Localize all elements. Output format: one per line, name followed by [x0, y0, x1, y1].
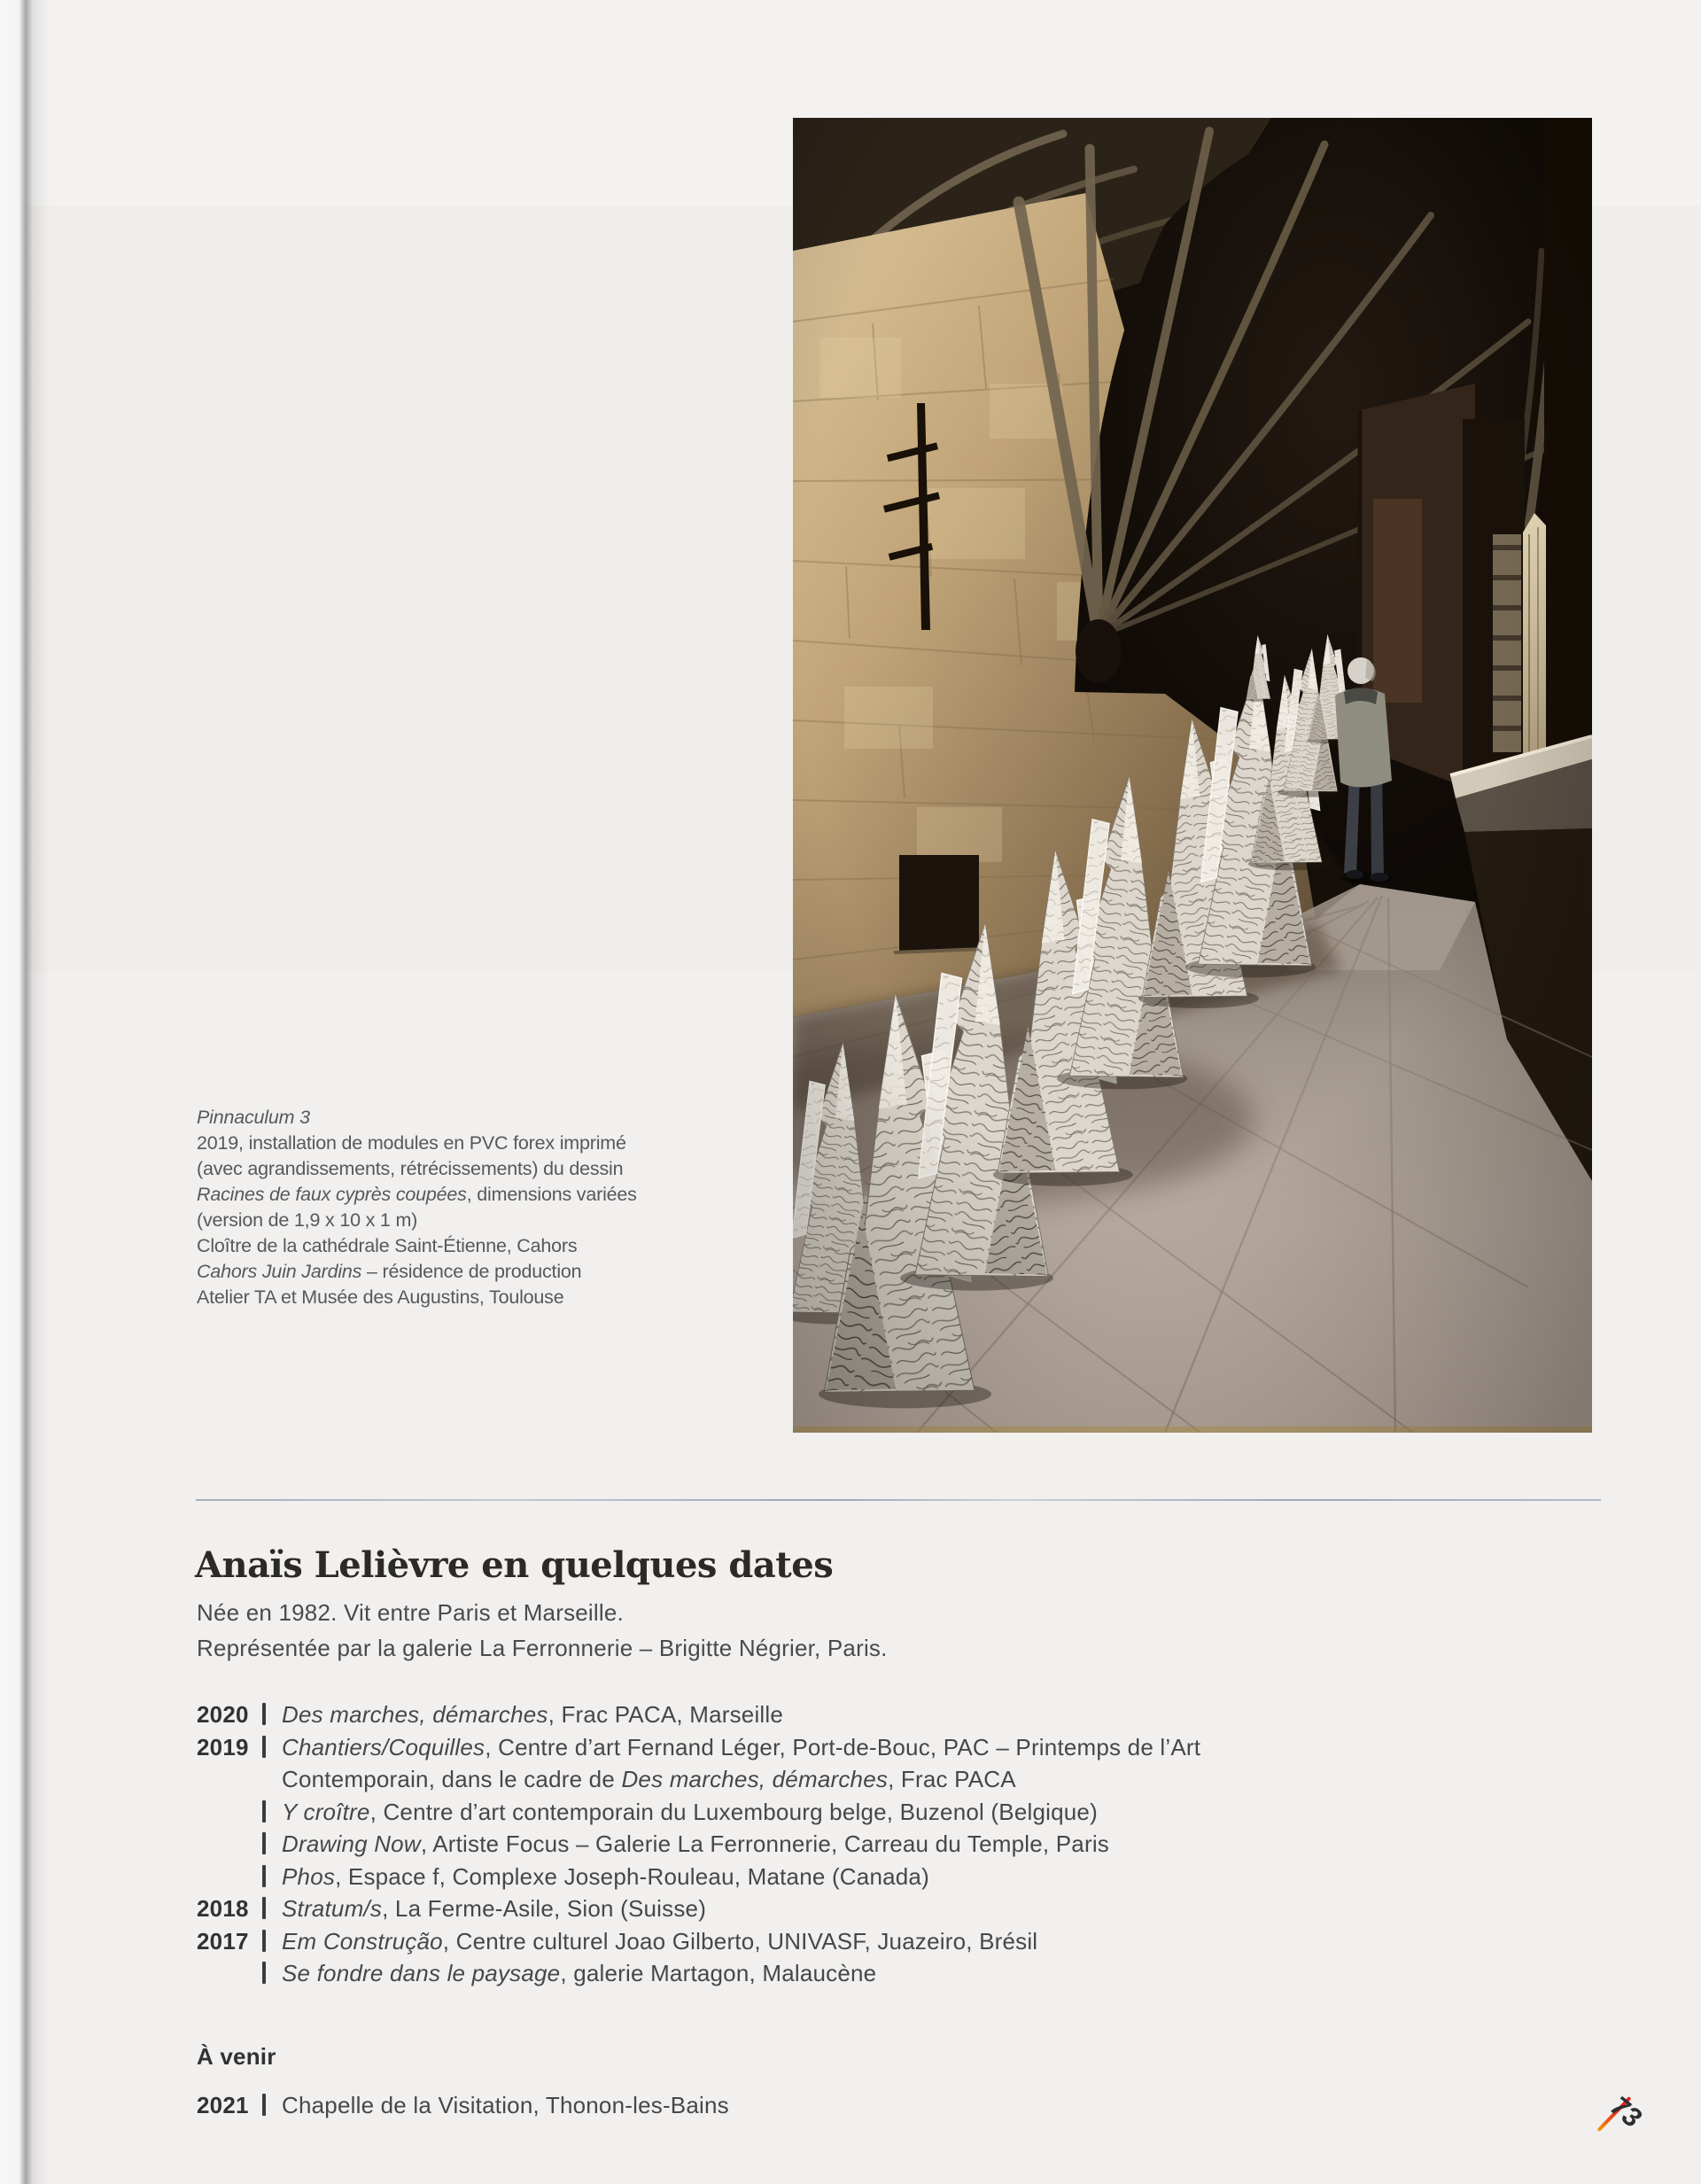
timeline-text [282, 1698, 1481, 1731]
text-run: , Frac PACA, Marseille [548, 1701, 784, 1728]
text-run: , Artiste Focus – Galerie La Ferronnerie, Carreau du Temple, Paris [420, 1830, 1109, 1857]
timeline-year: 2021 [197, 2092, 249, 2118]
italic-text-run: Racines de faux cyprès coupées [197, 1184, 467, 1205]
timeline-text [282, 1957, 1481, 1990]
text-run: , Centre d’art Fernand Léger, Port-de-Bouc, PAC – Printemps de l’Art [485, 1733, 1201, 1760]
cloister-scene [793, 118, 1592, 1433]
text-run: Chapelle de la Visitation, Thonon-les-Bains [282, 2092, 729, 2118]
section-rule [196, 1499, 1601, 1501]
text-run: (version de 1,9 x 10 x 1 m) [197, 1209, 418, 1231]
timeline-entry [197, 1925, 1481, 1958]
text-run: – résidence de production [361, 1261, 582, 1282]
timeline-entry [197, 1731, 1481, 1796]
text-run: , Centre culturel Joao Gilberto, UNIVASF, Juazeiro, Brésil [442, 1927, 1038, 1955]
italic-text-run: Phos [282, 1862, 336, 1890]
timeline-text [282, 1731, 1481, 1796]
photo-vignette [793, 118, 1592, 1433]
bio [197, 1595, 888, 1666]
timeline-entry [197, 1957, 1481, 1990]
italic-text-run: Chantiers/Coquilles [282, 1733, 485, 1760]
timeline-separator [262, 1736, 266, 1758]
timeline-separator [262, 1865, 266, 1887]
text-run: Contemporain, dans le cadre de [282, 1766, 622, 1792]
timeline-entry [197, 1861, 1481, 1893]
timeline-entry [197, 1893, 1481, 1925]
italic-text-run: Y croître [282, 1798, 370, 1825]
timeline-text [282, 1893, 1481, 1925]
photo-caption [197, 1105, 693, 1310]
timeline-separator [262, 1703, 266, 1725]
text-run: (avec agrandissements, rétrécissements) du dessin [197, 1158, 624, 1179]
italic-text-run: Se fondre dans le paysage [282, 1960, 561, 1986]
upcoming-label: À venir [197, 2043, 276, 2070]
caption-line [197, 1182, 693, 1208]
book-spine-shadow [0, 0, 50, 2184]
timeline-year: 2017 [197, 1927, 249, 1955]
text-run: , galerie Martagon, Malaucène [560, 1960, 877, 1986]
text-run: , Frac PACA [888, 1766, 1016, 1792]
timeline-year: 2020 [197, 1701, 249, 1728]
timeline-text [282, 1828, 1481, 1861]
timeline-entry [197, 1796, 1481, 1829]
timeline-entry [197, 1828, 1481, 1861]
text-run: Cloître de la cathédrale Saint-Étienne, Cahors [197, 1235, 578, 1256]
caption-line [197, 1208, 693, 1233]
caption-line [197, 1156, 693, 1182]
text-run: , Espace f, Complexe Joseph-Rouleau, Matane (Canada) [335, 1862, 929, 1890]
timeline-text [282, 1796, 1481, 1829]
text-run: , La Ferme-Asile, Sion (Suisse) [382, 1895, 707, 1922]
caption-line [197, 1285, 693, 1310]
section-title: Anaïs Lelièvre en quelques dates [195, 1543, 834, 1586]
timeline-text [282, 1861, 1481, 1893]
timeline-separator [262, 1832, 266, 1854]
caption-line [197, 1105, 693, 1131]
page-number [1586, 2080, 1666, 2160]
italic-text-run: Des marches, démarches [621, 1766, 889, 1792]
timeline-year: 2019 [197, 1733, 249, 1760]
caption-line [197, 1131, 693, 1156]
timeline-separator [262, 1897, 266, 1919]
installation-photo [793, 118, 1592, 1433]
text-run: 2019, installation de modules en PVC forex imprimé [197, 1132, 626, 1154]
timeline [197, 1698, 1481, 1990]
text-run: Atelier TA et Musée des Augustins, Toulouse [197, 1286, 564, 1308]
timeline-entry [197, 2089, 1260, 2122]
timeline-separator [262, 1930, 266, 1952]
timeline-year: 2018 [197, 1895, 249, 1922]
caption-line [197, 1233, 693, 1259]
timeline-separator [262, 1962, 266, 1984]
timeline-text [282, 1925, 1481, 1958]
timeline-separator [262, 1800, 266, 1823]
timeline-separator [262, 2094, 266, 2116]
italic-text-run: Em Construção [282, 1927, 443, 1955]
bio-line: Représentée par la galerie La Ferronnerie – Brigitte Négrier, Paris. [197, 1635, 888, 1661]
italic-text-run: Cahors Juin Jardins [197, 1261, 362, 1282]
bio-line: Née en 1982. Vit entre Paris et Marseille. [197, 1599, 624, 1626]
italic-text-run: Des marches, démarches [282, 1701, 548, 1728]
timeline-entry [197, 1698, 1481, 1731]
timeline-text [282, 2089, 1260, 2122]
page-number-value: 73 [1603, 2091, 1650, 2133]
text-run: , Centre d’art contemporain du Luxembourg belge, Buzenol (Belgique) [369, 1798, 1098, 1825]
italic-text-run: Pinnaculum 3 [197, 1107, 310, 1128]
italic-text-run: Drawing Now [282, 1830, 421, 1857]
upcoming-list [197, 2089, 1260, 2122]
text-run: , dimensions variées [466, 1184, 637, 1205]
italic-text-run: Stratum/s [282, 1895, 383, 1922]
caption-line [197, 1259, 693, 1285]
